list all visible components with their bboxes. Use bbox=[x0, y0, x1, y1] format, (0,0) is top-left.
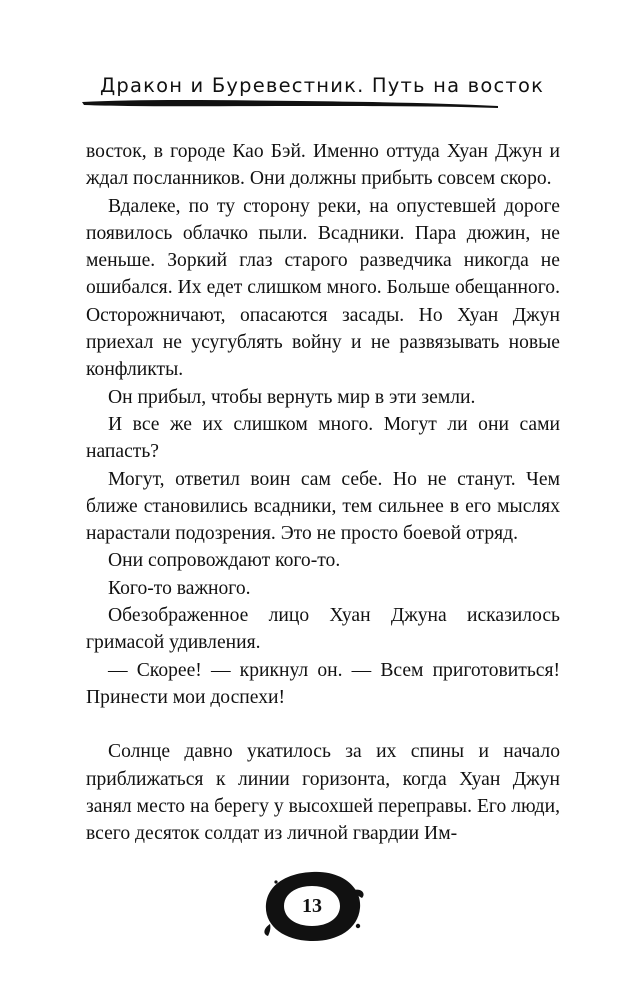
brush-stroke-divider bbox=[80, 96, 500, 114]
page-number-badge bbox=[258, 866, 366, 946]
body-text bbox=[86, 138, 560, 847]
paragraph: Могут, ответил воин сам себе. Но не станут. Чем ближе становились всадники, тем сильнее в его мыслях нарастали подозрения. Это не просто боевой отряд. bbox=[86, 468, 560, 545]
paragraph: Кого-то важного. bbox=[108, 577, 251, 599]
paragraph: И все же их слишком много. Могут ли они сами напасть? bbox=[86, 413, 560, 463]
paragraph: Он прибыл, чтобы вернуть мир в эти земли. bbox=[108, 386, 476, 408]
page-number: 13 bbox=[302, 895, 322, 917]
paragraph: Обезображенное лицо Хуан Джуна исказилось гримасой удивления. bbox=[86, 605, 560, 654]
paragraph: восток, в городе Као Бэй. Именно оттуда Хуан Джун и ждал посланников. Они должны прибыть совсем скоро. bbox=[86, 141, 560, 190]
paragraph: Они сопровождают кого-то. bbox=[108, 550, 341, 572]
paragraph: Солнце давно укатилось за их спины и начало приближаться к линии горизонта, когда Хуан Джун занял место на берегу у высохшей переправы. Его люди, всего десяток солдат из личной гвардии Им- bbox=[86, 741, 560, 845]
paragraph: Вдалеке, по ту сторону реки, на опустевшей дороге появилось облачко пыли. Всадники. Пара дюжин, не меньше. Зоркий глаз старого разведчика никогда не ошибался. Их едет слишком много. Больше обещанного. Осторожничают, опасаются засады. Но Хуан Джун приехал не усугублять войну и не развязывать новые конфликты. bbox=[86, 195, 560, 381]
paragraph: — Скорее! — крикнул он. — Всем приготовиться! Принести мои доспехи! bbox=[86, 659, 560, 708]
running-head: Дракон и Буревестник. Путь на восток bbox=[99, 74, 545, 97]
